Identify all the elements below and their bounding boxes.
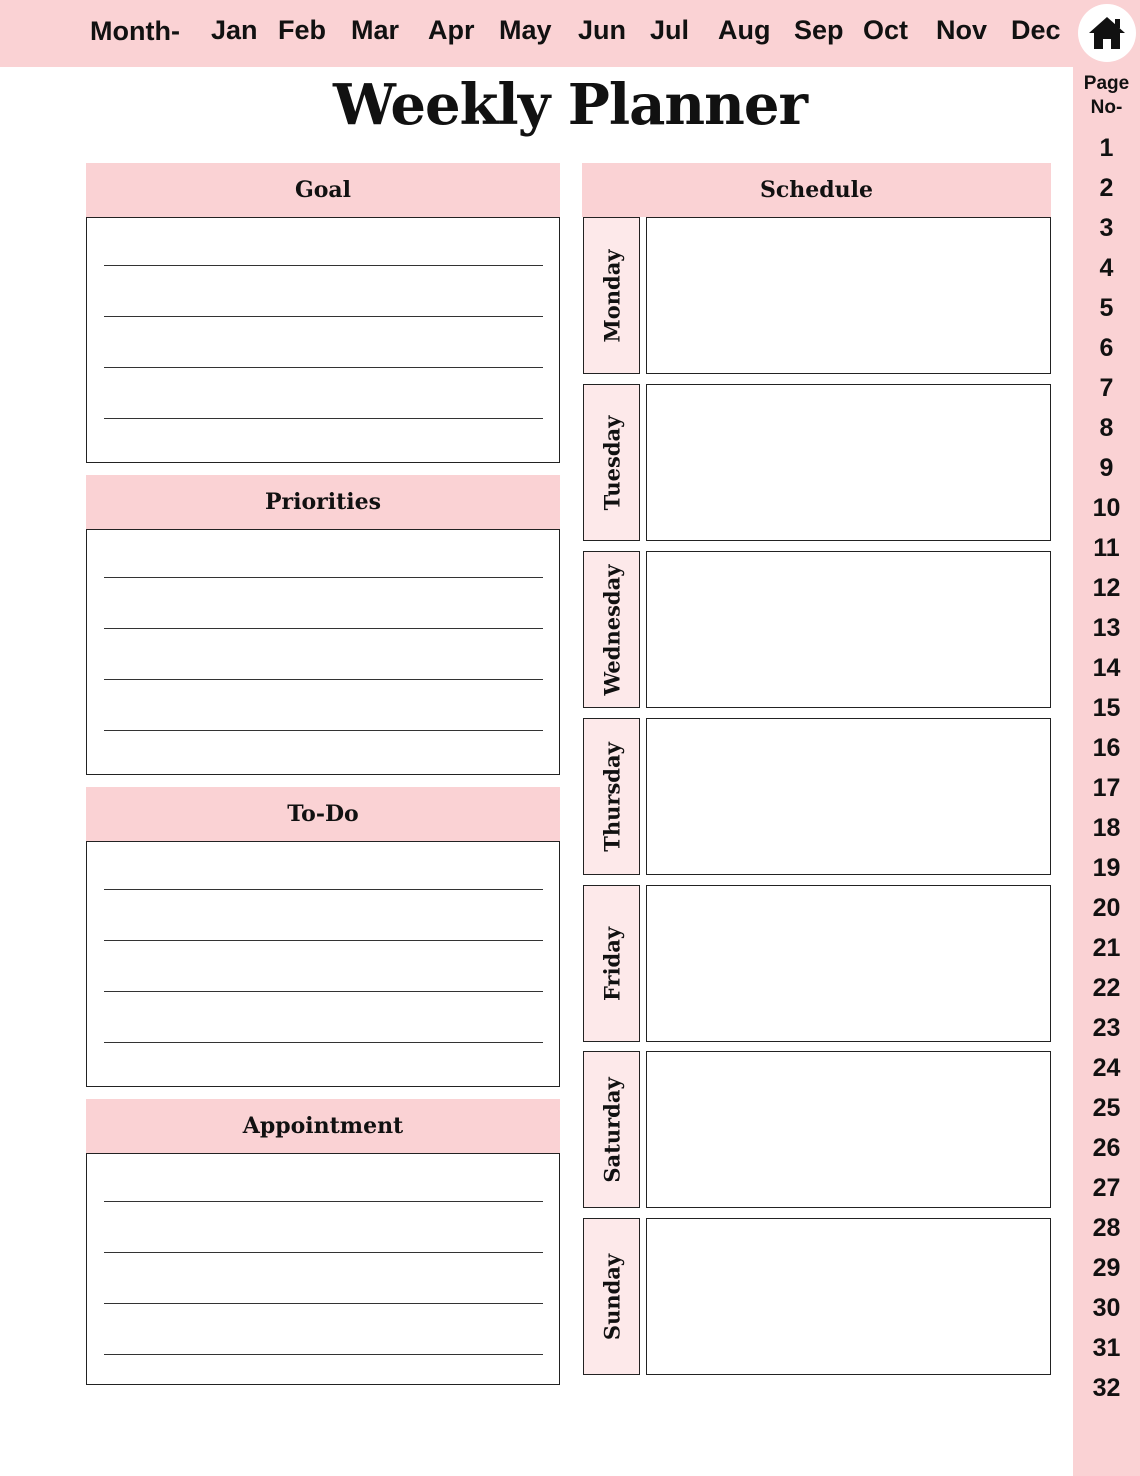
- day-tab-sunday: [583, 1218, 640, 1375]
- day-label-tuesday: Tuesday: [599, 415, 624, 510]
- month-link-nov[interactable]: Nov: [936, 15, 988, 45]
- day-label-friday: Friday: [599, 926, 624, 1001]
- page-link-27[interactable]: 27: [1092, 1174, 1121, 1202]
- appointment-line: [104, 1201, 543, 1202]
- page-title: Weekly Planner: [333, 72, 807, 138]
- page-link-9[interactable]: 9: [1099, 454, 1114, 482]
- page-link-28[interactable]: 28: [1092, 1214, 1121, 1242]
- month-link-jan[interactable]: Jan: [211, 15, 258, 45]
- page-link-17[interactable]: 17: [1092, 774, 1121, 802]
- page-link-15[interactable]: 15: [1092, 694, 1121, 722]
- goal-header: Goal: [86, 163, 560, 217]
- day-box-thursday[interactable]: [646, 718, 1051, 875]
- goal-line: [104, 367, 543, 368]
- day-box-wednesday[interactable]: [646, 551, 1051, 708]
- todo-line: [104, 940, 543, 941]
- home-icon: [1088, 15, 1126, 51]
- day-label-monday: Monday: [599, 248, 624, 343]
- month-link-feb[interactable]: Feb: [278, 15, 327, 45]
- page-link-6[interactable]: 6: [1099, 334, 1114, 362]
- page-link-2[interactable]: 2: [1099, 174, 1114, 202]
- home-button[interactable]: [1078, 4, 1136, 62]
- page-link-19[interactable]: 19: [1092, 854, 1121, 882]
- month-link-sep[interactable]: Sep: [794, 15, 844, 45]
- priorities-line: [104, 679, 543, 680]
- page-link-14[interactable]: 14: [1092, 654, 1121, 682]
- page-link-29[interactable]: 29: [1092, 1254, 1121, 1282]
- day-label-wednesday: Wednesday: [599, 564, 624, 695]
- appointment-line: [104, 1252, 543, 1253]
- priorities-line: [104, 730, 543, 731]
- priorities-header: Priorities: [86, 475, 560, 529]
- appointment-line: [104, 1354, 543, 1355]
- page-link-23[interactable]: 23: [1092, 1014, 1121, 1042]
- day-tab-wednesday: [583, 551, 640, 708]
- day-box-friday[interactable]: [646, 885, 1051, 1042]
- goal-box[interactable]: [86, 217, 560, 463]
- page-link-21[interactable]: 21: [1092, 934, 1121, 962]
- goal-line: [104, 265, 543, 266]
- page-link-11[interactable]: 11: [1093, 534, 1120, 562]
- day-tab-tuesday: [583, 384, 640, 541]
- todo-line: [104, 991, 543, 992]
- todo-box[interactable]: [86, 841, 560, 1087]
- page-link-26[interactable]: 26: [1092, 1134, 1121, 1162]
- goal-line: [104, 316, 543, 317]
- page-link-30[interactable]: 30: [1092, 1294, 1121, 1322]
- page-link-24[interactable]: 24: [1092, 1054, 1121, 1082]
- day-box-saturday[interactable]: [646, 1051, 1051, 1208]
- month-link-apr[interactable]: Apr: [428, 15, 475, 45]
- page-link-1[interactable]: 1: [1099, 134, 1114, 162]
- page-link-3[interactable]: 3: [1099, 214, 1114, 242]
- todo-header: To-Do: [86, 787, 560, 841]
- page-link-32[interactable]: 32: [1092, 1374, 1121, 1402]
- page-label-line1: Page: [1083, 73, 1130, 94]
- day-label-thursday: Thursday: [599, 741, 624, 852]
- page-link-5[interactable]: 5: [1099, 294, 1114, 322]
- page-link-25[interactable]: 25: [1092, 1094, 1121, 1122]
- day-tab-thursday: [583, 718, 640, 875]
- day-tab-monday: [583, 217, 640, 374]
- page-link-20[interactable]: 20: [1092, 894, 1121, 922]
- page-link-10[interactable]: 10: [1092, 494, 1121, 522]
- page-link-18[interactable]: 18: [1092, 814, 1121, 842]
- page-link-4[interactable]: 4: [1099, 254, 1114, 282]
- month-label: Month-: [90, 16, 180, 46]
- page-link-8[interactable]: 8: [1099, 414, 1114, 442]
- day-box-tuesday[interactable]: [646, 384, 1051, 541]
- priorities-line: [104, 577, 543, 578]
- page-link-16[interactable]: 16: [1092, 734, 1121, 762]
- appointment-box[interactable]: [86, 1153, 560, 1385]
- goal-line: [104, 418, 543, 419]
- priorities-line: [104, 628, 543, 629]
- page-label-line2: No-: [1090, 97, 1123, 118]
- day-label-saturday: Saturday: [599, 1076, 624, 1183]
- schedule-header: Schedule: [582, 163, 1051, 217]
- month-link-oct[interactable]: Oct: [863, 15, 909, 45]
- month-link-aug[interactable]: Aug: [718, 15, 771, 45]
- month-nav-bar: [0, 0, 1140, 67]
- priorities-box[interactable]: [86, 529, 560, 775]
- month-link-mar[interactable]: Mar: [351, 15, 400, 45]
- page-link-13[interactable]: 13: [1092, 614, 1121, 642]
- page-link-22[interactable]: 22: [1092, 974, 1121, 1002]
- page-link-31[interactable]: 31: [1092, 1334, 1121, 1362]
- appointment-line: [104, 1303, 543, 1304]
- page-link-12[interactable]: 12: [1092, 574, 1121, 602]
- todo-line: [104, 889, 543, 890]
- page-link-7[interactable]: 7: [1099, 374, 1114, 402]
- day-tab-friday: [583, 885, 640, 1042]
- day-box-sunday[interactable]: [646, 1218, 1051, 1375]
- day-label-sunday: Sunday: [599, 1253, 624, 1340]
- day-tab-saturday: [583, 1051, 640, 1208]
- appointment-header: Appointment: [86, 1099, 560, 1153]
- day-box-monday[interactable]: [646, 217, 1051, 374]
- month-link-jun[interactable]: Jun: [578, 15, 627, 45]
- month-link-jul[interactable]: Jul: [650, 15, 690, 45]
- month-link-may[interactable]: May: [499, 15, 552, 45]
- page-index-sidebar: [1073, 67, 1140, 1476]
- month-link-dec[interactable]: Dec: [1011, 15, 1061, 45]
- todo-line: [104, 1042, 543, 1043]
